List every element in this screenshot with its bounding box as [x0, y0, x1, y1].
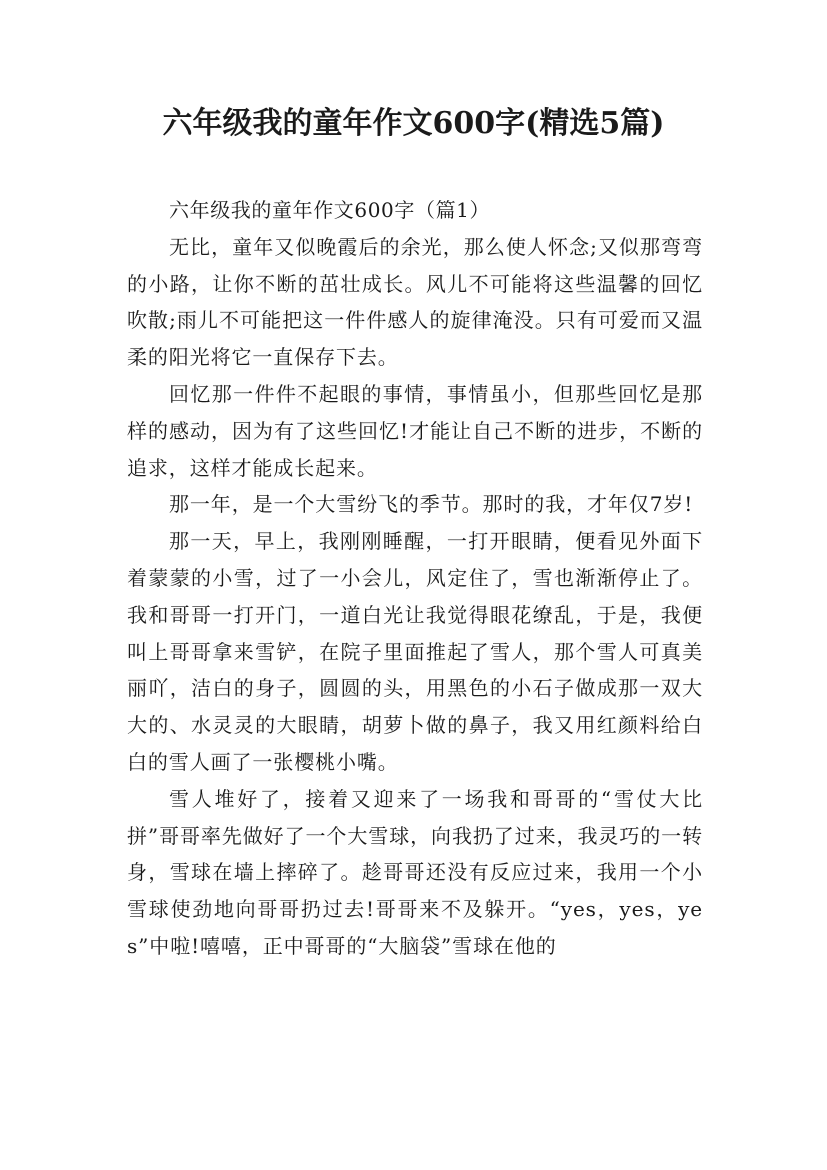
paragraph-1: 无比，童年又似晚霞后的余光，那么使人怀念;又似那弯弯的小路，让你不断的茁壮成长。风儿不可能将这些温馨的回忆吹散;雨儿不可能把这一件件感人的旋律淹没。只有可爱而又温柔的阳光将它一直保存下去。 — [127, 234, 703, 370]
paragraph-2: 回忆那一件件不起眼的事情，事情虽小，但那些回忆是那样的感动，因为有了这些回忆!才能让自己不断的进步，不断的追求，这样才能成长起来。 — [127, 381, 703, 480]
document-title: 六年级我的童年作文600字(精选5篇) — [162, 106, 665, 141]
paragraph-5: 雪人堆好了，接着又迎来了一场我和哥哥的“雪仗大比拼”哥哥率先做好了一个大雪球，向我扔了过来，我灵巧的一转身，雪球在墙上摔碎了。趁哥哥还没有反应过来，我用一个小雪球使劲地向哥哥扔过去!哥哥来不及躲开。“yes，yes，yes”中啦!嘻嘻，正中哥哥的“大脑袋”雪球在他的 — [127, 786, 703, 958]
paragraph-4: 那一天，早上，我刚刚睡醒，一打开眼睛，便看见外面下着蒙蒙的小雪，过了一小会儿，风定住了，雪也渐渐停止了。我和哥哥一打开门，一道白光让我觉得眼花缭乱，于是，我便叫上哥哥拿来雪铲，在院子里面推起了雪人，那个雪人可真美丽吖，洁白的身子，圆圆的头，用黑色的小石子做成那一双大大的、水灵灵的大眼睛，胡萝卜做的鼻子，我又用红颜料给白白的雪人画了一张樱桃小嘴。 — [127, 529, 703, 774]
section-heading: 六年级我的童年作文600字（篇1） — [169, 198, 491, 222]
paragraph-3: 那一年，是一个大雪纷飞的季节。那时的我，才年仅7岁! — [169, 492, 694, 517]
document-body — [127, 192, 703, 965]
